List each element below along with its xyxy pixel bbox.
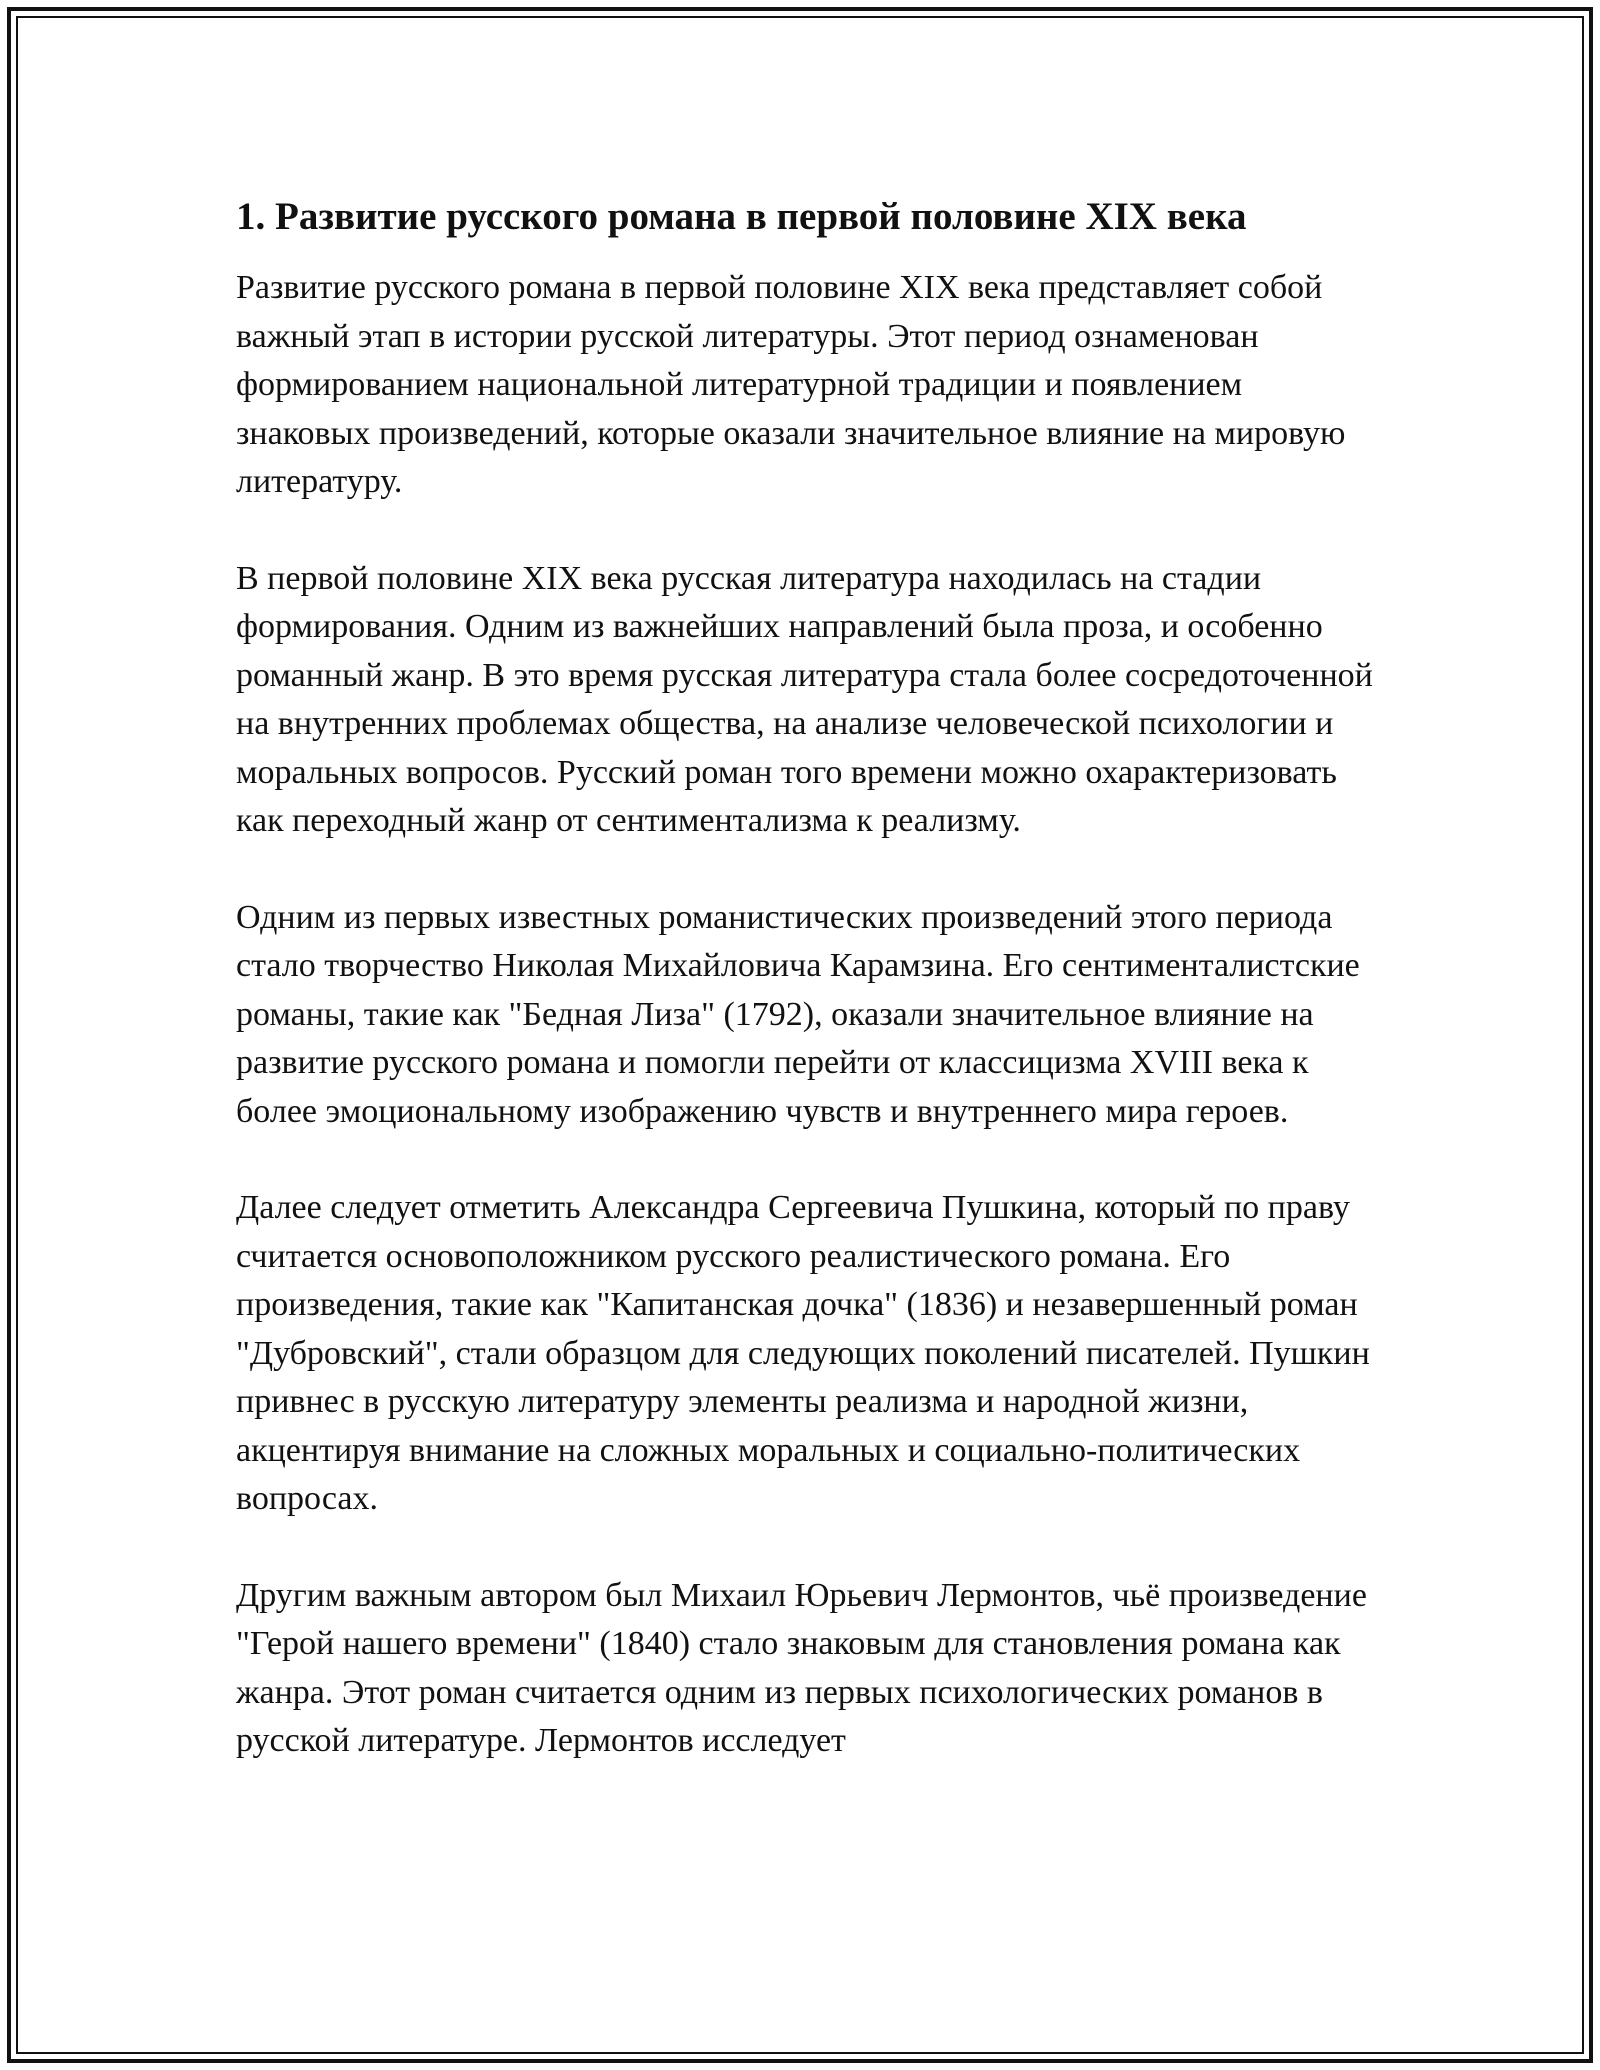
paragraph-lermontov: Другим важным автором был Михаил Юрьевич Лермонтов, чьё произведение "Герой нашего времени" (1840) стало знаковым для становления романа как жанра. Этот роман считается одним из первых психологических романов в русской литературе. Лермонтов исследует [236, 1576, 1367, 1759]
paragraph-intro: Развитие русского романа в первой половине XIX века представляет собой важный этап в истории русской литературы. Этот период ознаменован формированием национальной литературной традиции и появлением знаковых произведений, которые оказали значительное влияние на мировую литературу. [236, 269, 1346, 500]
paragraph-early-literature: В первой половине XIX века русская литература находилась на стадии формирования. Одним из важнейших направлений была проза, и особенно романный жанр. В это время русская литература стала более сосредоточенной на внутренних проблемах общества, на анализе человеческой психологии и моральных вопросов. Русский роман того времени можно охарактеризовать как переходный жанр от сентиментализма к реализму. [236, 559, 1373, 839]
document-body [236, 180, 1376, 1814]
paragraph-karamzin: Одним из первых известных романистических произведений этого периода стало творчество Николая Михайловича Карамзина. Его сентименталистские романы, такие как "Бедная Лиза" (1792), оказали значительное влияние на развитие русского романа и помогли перейти от классицизма XVIII века к более эмоциональному изображению чувств и внутреннего мира героев. [236, 898, 1360, 1130]
paragraph-pushkin: Далее следует отметить Александра Сергеевича Пушкина, который по праву считается основоположником русского реалистического романа. Его произведения, такие как "Капитанская дочка" (1836) и незавершенный роман "Дубровский", стали образцом для следующих поколений писателей. Пушкин привнес в русскую литературу элементы реализма и народной жизни, акцентируя внимание на сложных моральных и социально-политических вопросах. [236, 1189, 1370, 1517]
section-heading: 1. Развитие русского романа в первой половине XIX века [236, 195, 1247, 238]
